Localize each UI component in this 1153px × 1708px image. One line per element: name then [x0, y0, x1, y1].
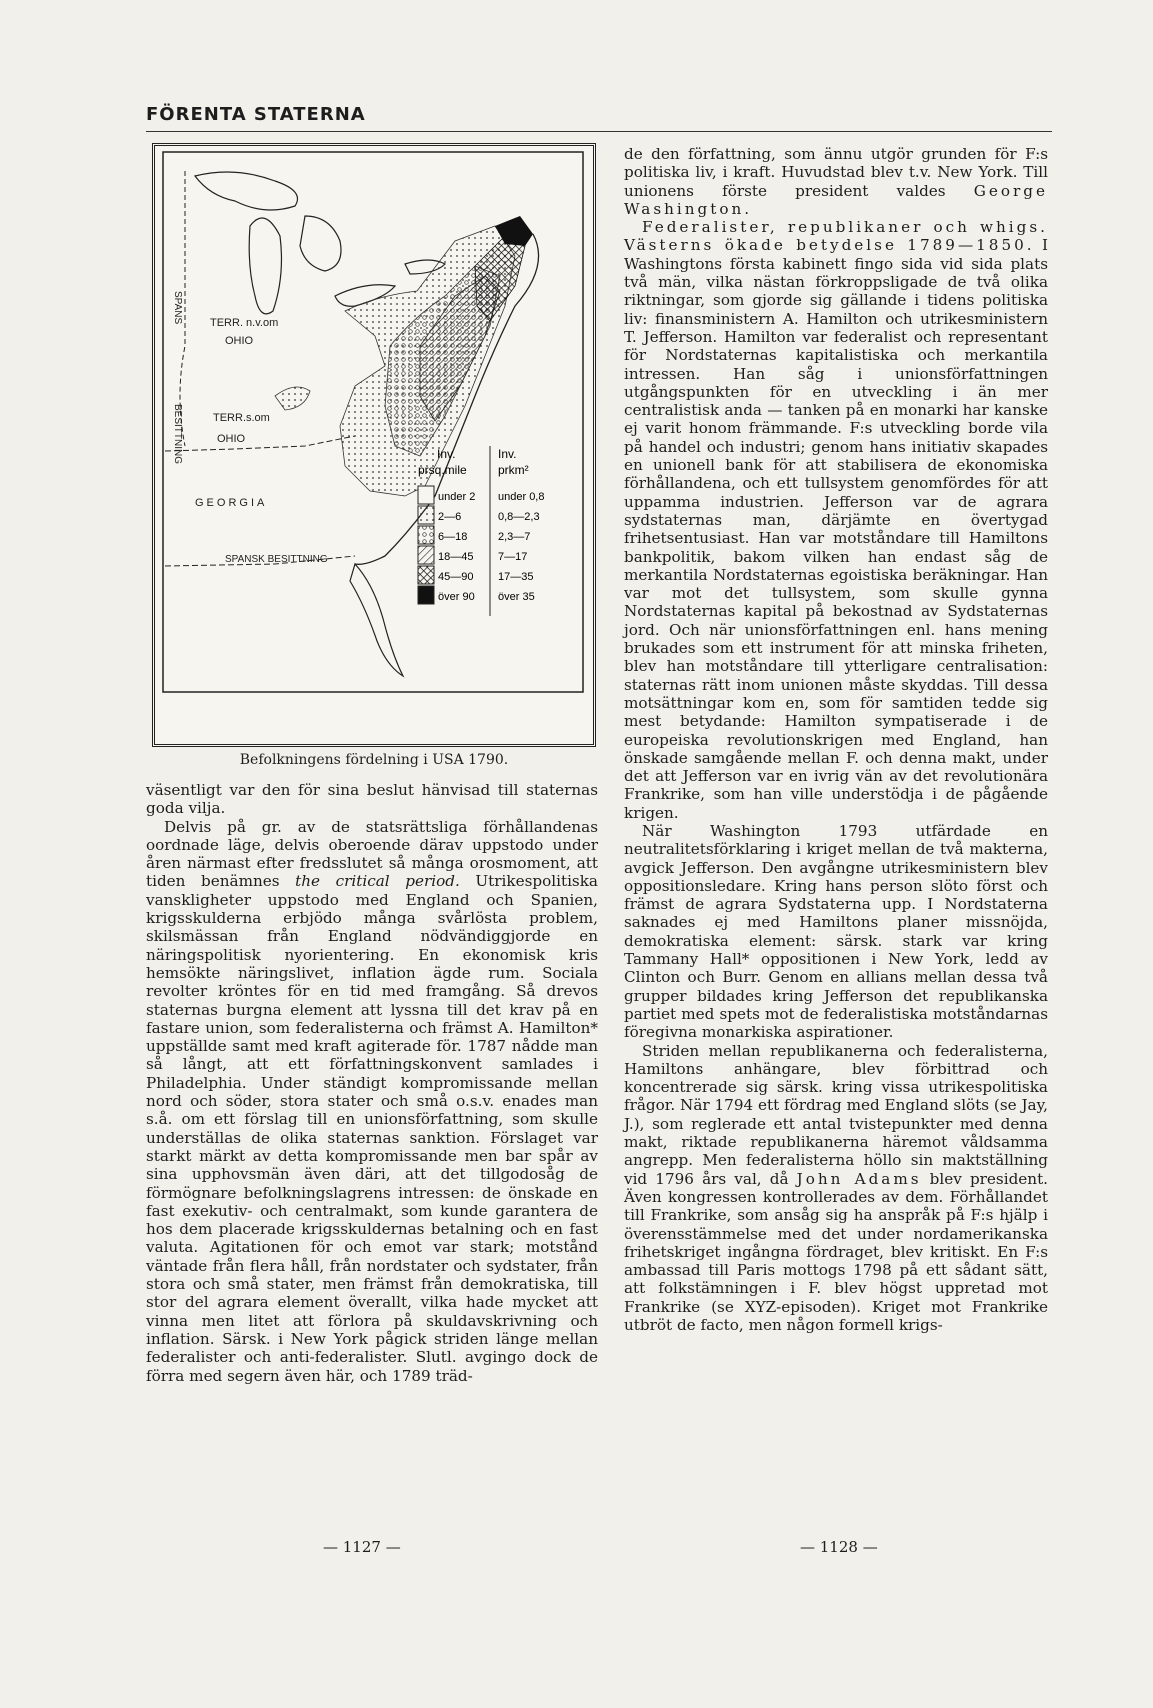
- legend-swatch-4: [418, 546, 434, 564]
- legend-swatch-1: [418, 486, 434, 504]
- right-column: [624, 145, 1048, 1334]
- right-paragraph-1: [624, 145, 1048, 218]
- legend-mile-2: 2—6: [438, 511, 462, 523]
- legend-head-km-unit: prkm²: [498, 463, 529, 477]
- label-terr-ohio-2: OHIO: [225, 335, 254, 347]
- right-paragraph-3: När Washington 1793 utfärdade en neutralitetsförklaring i kriget mellan de två makterna, avgick Jefferson. Den avgångne utrikesministern blev oppositionsledare. Kring hans person slöto först och främst de agrara Sydstaterna upp. I Nordstaterna saknades ej med Hamiltons planer missnöjda, demokratiska element: särsk. stark var kring Tammany Hall* oppositionen i New York, ledd av Clinton och Burr. Genom en allians mellan dessa två grupper bildades kring Jefferson det republikanska partiet med spets mot de federalistiska motståndarnas föregivna monarkiska aspirationer.: [624, 821, 1048, 1042]
- label-spanish-west-2: BESITTNING: [172, 404, 183, 465]
- right-paragraph-2: [624, 218, 1048, 822]
- left-p2-text-a: Delvis på gr. av de statsrättsliga förhållandenas oordnade läge, delvis oberoende därav uppstodo under åren närmast efter fredsslutet så många orosmoment, att tiden benämnes: [146, 817, 598, 891]
- florida: [350, 564, 403, 676]
- population-map-figure: [152, 143, 596, 747]
- legend-km-1: under 0,8: [498, 491, 545, 503]
- label-terr-ohio-1: TERR. n.v.om: [210, 317, 279, 329]
- legend-swatch-5: [418, 566, 434, 584]
- lake-huron: [300, 216, 341, 271]
- label-georgia: GEORGIA: [195, 497, 268, 509]
- legend-head-mile: Inv.: [437, 447, 456, 461]
- label-spanish-west: SPANS: [172, 291, 183, 325]
- page-number-right: — 1128 —: [800, 1538, 878, 1556]
- label-spanish-south: SPANSK BESITTNING: [225, 554, 328, 565]
- left-column: [146, 781, 598, 1385]
- legend-km-6: över 35: [498, 591, 535, 603]
- map-legend: [418, 446, 544, 616]
- right-p4-text-a: Striden mellan republikanerna och federalisterna, Hamiltons anhängare, blev förbittrad och koncentrerade sig särsk. kring vissa utrikespolitiska frågor. När 1794 ett fördrag med England slöts (se Jay, J.), som reglerade ett antal tvistepunkter med denna makt, riktade republikanerna häremot våldsamma angrepp. Men federalisterna höllo sin maktställning vid 1796 års val, då: [624, 1041, 1048, 1188]
- legend-km-3: 2,3—7: [498, 531, 531, 543]
- legend-mile-4: 18—45: [438, 551, 474, 563]
- legend-head-mile-unit: prsq.mile: [418, 463, 467, 477]
- header-rule: [146, 131, 1052, 132]
- left-p2-text-b: Utrikespolitiska vanskligheter uppstodo med England och Spanien, krigsskulderna erbjödo många svårlösta problem, skilsmässan från England nödvändiggjorde en näringspolitisk nyorientering. En ekonomisk kris hemsökte näringslivet, inflation ägde rum. Sociala revolter kröntes för en tid med framgång. Så drevos staternas burgna element att lyssna till det krav på en fastare union, som federalisterna och främst A. Hamilton* uppställde samt med kraft agiterade för. 1787 nådde man så långt, att ett författningskonvent samlades i Philadelphia. Under ständigt kompromissande mellan nord och söder, stora stater och små o.s.v. enades man s.å. om ett förslag till en unionsförfattning, som skulle underställas de olika staternas sanktion. Förslaget var starkt märkt av detta kompromissande men bar spår av sina upphovsmän även däri, att det tillgodosåg de förmögnare befolkningslagrens intressen: de önskade en fast exekutiv- och centralmakt, som kunde garantera de hos dem placerade krigsskuldernas betalning och en fast valuta. Agitationen för och emot var stark; motstånd väntade från flera håll, från nordstater och sydstater, från stora och små stater, men främst från demokratiska, till stor del agrara element överallt, vilka hade mycket att vinna men litet att förlora på skuldavskrivning och inflation. Särsk. i New York pågick striden länge mellan federalister och anti-federalister. Slutl. avgingo dock de förra med segern även här, och 1789 träd-: [146, 872, 598, 1385]
- figure-caption: Befolkningens fördelning i USA 1790.: [239, 752, 509, 768]
- legend-mile-1: under 2: [438, 491, 476, 503]
- right-p1-text: de den författning, som ännu utgör grunden för F:s politiska liv, i kraft. Huvudstad blev t.v. New York. Till unionens förste president valdes: [624, 145, 1048, 200]
- region-kentucky: [275, 387, 310, 410]
- legend-head-km: Inv.: [498, 447, 517, 461]
- left-paragraph-1: väsentligt var den för sina beslut hänvisad till staternas goda vilja.: [146, 781, 598, 818]
- critical-period-term: the critical period.: [295, 872, 460, 891]
- page-number-left: — 1127 —: [323, 1538, 401, 1556]
- legend-swatch-3: [418, 526, 434, 544]
- right-paragraph-4: [624, 1042, 1048, 1335]
- legend-km-4: 7—17: [498, 551, 528, 563]
- lake-superior: [195, 172, 298, 210]
- legend-swatch-2: [418, 506, 434, 524]
- legend-mile-5: 45—90: [438, 571, 474, 583]
- boundary-ohio-south: [165, 436, 355, 451]
- legend-km-5: 17—35: [498, 571, 534, 583]
- john-adams-name: John Adams: [796, 1169, 922, 1188]
- page-header: FÖRENTA STATERNA: [146, 104, 366, 125]
- george-washington-name: George Washington.: [624, 181, 1048, 218]
- left-paragraph-2: [146, 818, 598, 1385]
- population-map: [155, 146, 593, 744]
- label-terr-south-2: OHIO: [217, 433, 246, 445]
- legend-km-2: 0,8—2,3: [498, 511, 540, 523]
- legend-mile-6: över 90: [438, 591, 475, 603]
- legend-mile-3: 6—18: [438, 531, 468, 543]
- label-terr-south-1: TERR.s.om: [213, 412, 270, 424]
- section-heading: Federalister, republikaner och whigs. Västerns ökade betydelse 1789—1850.: [624, 218, 1048, 255]
- legend-swatch-6: [418, 586, 434, 604]
- right-p2-text: I Washingtons första kabinett fingo sida vid sida plats två män, vilka nästan förkroppsligade de två olika riktningar, som gjorde sig gällande i tidens politiska liv: finansministern A. Hamilton och utrikesministern T. Jefferson. Hamilton var federalist och representant för Nordstaternas kapitalistiska och merkantila intressen. Han såg i unionsförfattningen utgångspunkten för en utveckling i än mer centralistisk anda — tanken på en monarki har kanske ej varit honom främmande. F:s utveckling borde vila på handel och industri; genom hans initiativ skapades en unionell bank för att stabilisera de ekonomiska förhållandena, och ett tullsystem genomfördes för att uppamma industrien. Jefferson var de agrara sydstaternas man, därjämte en övertygad frihetsentusiast. Han var motståndare till Hamiltons bankpolitik, bakom vilken han endast såg de merkantila Nordstaternas egoistiska beräkningar. Han var mot det tullsystem, som skulle gynna Nordstaternas kapital på bekostnad av Sydstaternas jord. Och när unionsförfattningen enl. hans mening brukades som ett instrument för att minska friheten, blev han motståndare till ytterligare centralisation: staternas rätt inom unionen måste skyddas. Till dessa motsättningar kom en, som för samtiden tedde sig mest betydande: Hamilton sympatiserade i de europeiska revolutionskrigen med England, han önskade samgående mellan F. och denna makt, under det att Jefferson var en ivrig vän av det revolutionära Frankrike, som han ville understödja i de pågående krigen.: [624, 236, 1048, 822]
- lake-michigan: [249, 218, 281, 314]
- right-p4-text-b: blev president. Även kongressen kontrollerades av dem. Förhållandet till Frankrike, som ansåg sig ha anspråk på F:s hjälp i överensstämmelse med det under nordamerikanska frihetskriget ingångna fördraget, blev kritiskt. En F:s ambassad till Paris mottogs 1798 på ett sådant sätt, att folkstämningen i F. blev högst uppretad mot Frankrike (se XYZ-episoden). Kriget mot Frankrike utbröt de facto, men någon formell krigs-: [624, 1169, 1048, 1334]
